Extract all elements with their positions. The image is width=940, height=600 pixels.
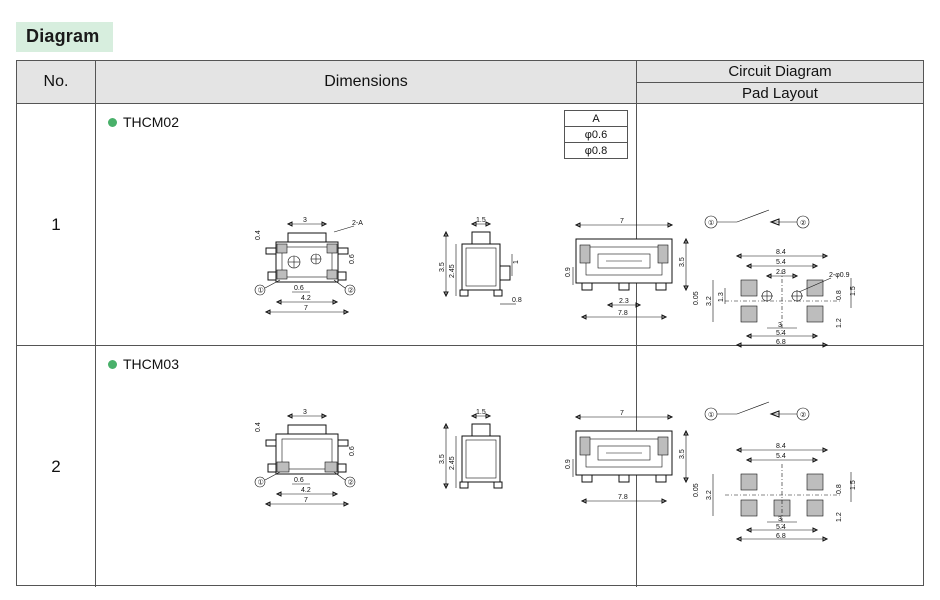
dim-side-r1: 1 [513,260,520,264]
header-no: No. [17,61,96,103]
dim-side-top-2: 1.5 [476,409,486,416]
page-title: Diagram [16,22,113,52]
pad-dim-r4: 1.2 [836,318,843,328]
row-circuit-cell [637,346,923,587]
circuit-symbol-2 [697,396,827,436]
pin-2-front: ② [347,287,354,295]
dim-front-d2: 4.2 [301,295,311,302]
dim-back-s2-2: 0.05 [693,483,700,497]
header-pad-layout: Pad Layout [742,84,818,102]
row-circuit-cell [637,104,923,345]
table-row [17,104,923,346]
dim-side-h2: 2.45 [449,264,456,278]
pin-1-front-2: ① [257,479,264,487]
circuit-pin-2: ② [800,220,807,227]
circuit-pin-1-2: ① [708,412,715,419]
dim-side-top: 1.5 [476,217,486,224]
a-table-row-0: φ0.6 [565,127,628,143]
row-dimensions-cell [96,104,700,345]
pad-dim-b2: 5.4 [776,330,786,337]
table-row [17,346,923,587]
dim-front-d3: 7 [304,305,308,312]
drawing-pad-layout-2 [685,438,885,548]
part-label [108,356,179,372]
pad-dim-b2-2: 5.4 [776,524,786,531]
pad-dim-b1: 3 [778,322,782,329]
header-circuit-diagram: Circuit Diagram [637,61,923,83]
drawing-side-view-1 [426,214,556,344]
diagram-table [16,60,924,586]
circuit-symbol-1 [697,204,827,244]
dim-front-d2-2: 4.2 [301,487,311,494]
pad-dim-r3: 0.8 [836,290,843,300]
drawing-pad-layout-1 [685,244,885,354]
row-dimensions-cell [96,346,700,587]
pad-dim-r2-2: 1.5 [850,480,857,490]
dim-back-top-2: 7 [620,410,624,417]
a-table-row-1: φ0.8 [565,143,628,159]
part-label [108,114,179,130]
a-dimension-table [564,110,628,159]
pad-dim-l2: 1.3 [718,292,725,302]
table-header [17,61,923,104]
pad-dim-b1-2: 3 [778,516,782,523]
row-no: 2 [17,346,96,587]
part-name: THCM02 [123,114,180,130]
dim-front-left-h-2: 0.4 [255,422,262,432]
bullet-icon [108,360,117,369]
pad-dim-t2-2: 5.4 [776,453,786,460]
pin-1-front: ① [257,287,264,295]
dim-front-d1-2: 0.6 [294,477,304,484]
header-dimensions: Dimensions [96,61,637,103]
pad-dim-r4-2: 1.2 [836,512,843,522]
pad-dim-b3-2: 6.8 [776,533,786,540]
dim-front-right-h: 0.6 [349,254,356,264]
dim-front-right-h-2: 0.6 [349,446,356,456]
dim-side-b1: 0.8 [512,297,522,304]
dim-front-lead: 2-A [352,220,363,227]
header-circuit-group [637,61,923,103]
pad-dim-r2: 1.5 [850,286,857,296]
pad-dim-t2: 5.4 [776,259,786,266]
drawing-front-view-1 [246,214,406,344]
circuit-pin-1: ① [708,220,715,227]
pad-dim-l1: 3.2 [706,296,713,306]
dim-front-d1: 0.6 [294,285,304,292]
dim-front-d3-2: 7 [304,497,308,504]
dim-back-right-2: 3.5 [679,449,686,459]
dim-back-right: 3.5 [679,257,686,267]
dim-front-top-width-2: 3 [303,409,307,416]
part-name: THCM03 [123,356,180,372]
dim-side-h2-2: 2.45 [449,456,456,470]
pad-dim-l1-2: 3.2 [706,490,713,500]
dim-front-top-width: 3 [303,217,307,224]
pad-dim-t1-2: 8.4 [776,443,786,450]
pad-dim-t3: 2.3 [776,269,786,276]
circuit-pin-2-2: ② [800,412,807,419]
pin-2-front-2: ② [347,479,354,487]
dim-side-h1-2: 3.5 [439,454,446,464]
dim-back-s1-2: 0.9 [565,459,572,469]
dim-back-b1: 2.3 [619,298,629,305]
drawing-front-view-2 [246,406,406,536]
a-table-header: A [565,111,628,127]
drawing-side-view-2 [426,406,556,536]
row-no: 1 [17,104,96,345]
dim-front-left-h: 0.4 [255,230,262,240]
dim-back-b2: 7.8 [618,310,628,317]
bullet-icon [108,118,117,127]
dim-back-top: 7 [620,218,624,225]
dim-back-s2: 0.05 [693,291,700,305]
dim-back-b2-2: 7.8 [618,494,628,501]
dim-back-s1: 0.9 [565,267,572,277]
pad-dim-t1: 8.4 [776,249,786,256]
dim-side-h1: 3.5 [439,262,446,272]
pad-dim-r1: 2-φ0.9 [829,272,850,279]
pad-dim-b3: 6.8 [776,339,786,346]
pad-dim-r3-2: 0.8 [836,484,843,494]
